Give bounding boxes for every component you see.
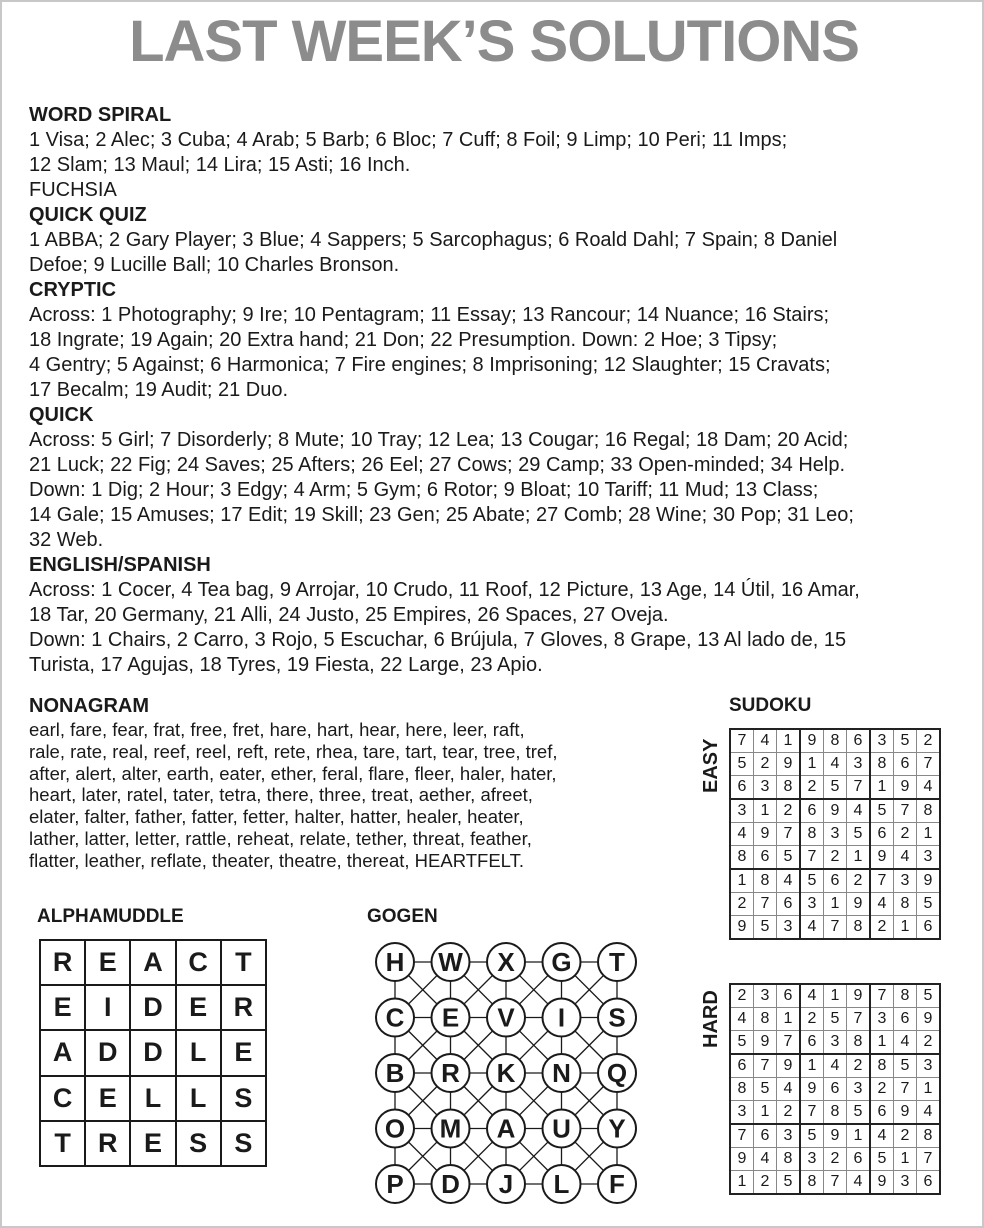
gogen-letter: W (438, 947, 463, 977)
sudoku-cell: 9 (917, 1008, 941, 1031)
sudoku-cell: 1 (754, 1101, 777, 1125)
sudoku-cell: 6 (894, 1008, 917, 1031)
gogen-letter: F (609, 1169, 625, 1199)
sudoku-cell: 1 (824, 984, 847, 1008)
sudoku-cell: 1 (847, 846, 871, 870)
sudoku-cell: 1 (917, 1078, 941, 1101)
sudoku-cell: 7 (870, 984, 894, 1008)
sudoku-cell: 5 (824, 776, 847, 800)
alphamuddle-cell: E (40, 985, 85, 1030)
gogen-letter: O (384, 1113, 406, 1144)
sudoku-cell: 8 (847, 1031, 871, 1055)
sudoku-cell: 8 (917, 799, 941, 823)
sudoku-cell: 8 (824, 729, 847, 753)
sudoku-cell: 3 (870, 729, 894, 753)
sudoku-cell: 8 (917, 1124, 941, 1148)
sudoku-cell: 7 (777, 823, 801, 846)
sudoku-cell: 6 (847, 729, 871, 753)
section-text-line: Defoe; 9 Lucille Ball; 10 Charles Bronson. (29, 254, 400, 276)
sudoku-row (730, 1171, 940, 1195)
alphamuddle-cell: A (130, 940, 175, 985)
sudoku-cell: 4 (894, 1031, 917, 1055)
sudoku-cell: 9 (894, 776, 917, 800)
section-text-line: 4 Gentry; 5 Against; 6 Harmonica; 7 Fire engines; 8 Imprisoning; 12 Slaughter; 15 Cravats; (29, 354, 831, 376)
section-text-line: 1 ABBA; 2 Gary Player; 3 Blue; 4 Sappers; 5 Sarcophagus; 6 Roald Dahl; 7 Spain; 8 Daniel (29, 229, 838, 251)
sudoku-cell: 5 (847, 823, 871, 846)
sudoku-cell: 4 (777, 1078, 801, 1101)
alphamuddle-cell: T (221, 940, 266, 985)
alphamuddle-cell: E (85, 940, 130, 985)
section-heading: ENGLISH/SPANISH (29, 554, 211, 576)
sudoku-cell: 3 (777, 916, 801, 940)
sudoku-cell: 1 (917, 823, 941, 846)
sudoku-cell: 3 (870, 1008, 894, 1031)
sudoku-cell: 2 (800, 1008, 824, 1031)
alphamuddle-cell: S (221, 1121, 266, 1166)
sudoku-cell: 2 (754, 753, 777, 776)
sudoku-cell: 6 (800, 1031, 824, 1055)
sudoku-cell: 2 (777, 1101, 801, 1125)
sudoku-cell: 9 (800, 729, 824, 753)
sudoku-cell: 6 (800, 799, 824, 823)
sudoku-cell: 7 (754, 893, 777, 916)
sudoku-cell: 5 (870, 799, 894, 823)
sudoku-cell: 1 (894, 916, 917, 940)
gogen-letter: L (553, 1169, 570, 1199)
sudoku-cell: 4 (847, 1171, 871, 1195)
sudoku-cell: 5 (824, 1008, 847, 1031)
sudoku-cell: 4 (824, 1054, 847, 1078)
section-text-line: 12 Slam; 13 Maul; 14 Lira; 15 Asti; 16 Inch. (29, 154, 411, 176)
alphamuddle-cell: R (40, 940, 85, 985)
sudoku-cell: 1 (730, 1171, 754, 1195)
sudoku-cell: 3 (824, 1031, 847, 1055)
sudoku-cell: 2 (917, 729, 941, 753)
alphamuddle-cell: D (130, 985, 175, 1030)
sudoku-cell: 9 (847, 893, 871, 916)
section-heading: CRYPTIC (29, 279, 117, 301)
sudoku-cell: 9 (777, 753, 801, 776)
alphamuddle-row (40, 985, 266, 1030)
sudoku-cell: 2 (754, 1171, 777, 1195)
sudoku-cell: 1 (800, 1054, 824, 1078)
alphamuddle-cell: R (221, 985, 266, 1030)
sudoku-cell: 3 (800, 893, 824, 916)
sudoku-cell: 8 (800, 823, 824, 846)
sudoku-cell: 3 (917, 1054, 941, 1078)
sudoku-row (730, 846, 940, 870)
gogen-letter: Q (606, 1058, 628, 1088)
alphamuddle-cell: E (85, 1076, 130, 1121)
sudoku-cell: 2 (824, 1148, 847, 1171)
gogen-letter: S (608, 1002, 626, 1033)
sudoku-cell: 6 (917, 916, 941, 940)
sudoku-cell: 7 (800, 846, 824, 870)
gogen-letter: H (385, 947, 405, 977)
sudoku-row (730, 916, 940, 940)
page-title: LAST WEEK’S SOLUTIONS (129, 9, 859, 74)
sudoku-cell: 3 (730, 1101, 754, 1125)
sudoku-cell: 8 (800, 1171, 824, 1195)
sudoku-row (730, 1148, 940, 1171)
gogen-letter: N (552, 1058, 571, 1088)
sudoku-cell: 9 (730, 916, 754, 940)
alphamuddle-cell: S (221, 1076, 266, 1121)
sudoku-cell: 6 (824, 1078, 847, 1101)
section-text-line: Across: 1 Cocer, 4 Tea bag, 9 Arrojar, 10 Crudo, 11 Roof, 12 Picture, 13 Age, 14 Útil, 16 Amar, (29, 579, 860, 601)
sudoku-cell: 8 (847, 916, 871, 940)
sudoku-cell: 7 (894, 799, 917, 823)
sudoku-cell: 3 (847, 753, 871, 776)
sudoku-row (730, 893, 940, 916)
sudoku-cell: 7 (847, 776, 871, 800)
sudoku-cell: 9 (730, 1148, 754, 1171)
nonagram-line: heart, later, ratel, tater, tetra, there, three, treat, aether, afreet, (29, 784, 533, 806)
sudoku-cell: 7 (847, 1008, 871, 1031)
alphamuddle-cell: E (221, 1030, 266, 1075)
sudoku-row (730, 984, 940, 1008)
sudoku-cell: 1 (870, 776, 894, 800)
sudoku-cell: 8 (730, 1078, 754, 1101)
sudoku-cell: 6 (847, 1148, 871, 1171)
gogen-letter: U (552, 1113, 571, 1144)
sudoku-cell: 1 (730, 869, 754, 893)
sudoku-cell: 5 (730, 753, 754, 776)
sudoku-cell: 4 (917, 776, 941, 800)
sudoku-cell: 7 (800, 1101, 824, 1125)
nonagram-section (29, 694, 669, 872)
sudoku-cell: 1 (754, 799, 777, 823)
sudoku-cell: 3 (894, 869, 917, 893)
sudoku-cell: 5 (800, 1124, 824, 1148)
sudoku-cell: 2 (894, 823, 917, 846)
sudoku-easy-label: EASY (700, 738, 722, 793)
sudoku-cell: 4 (754, 729, 777, 753)
gogen-letter: M (439, 1113, 462, 1144)
sudoku-cell: 2 (777, 799, 801, 823)
sudoku-cell: 7 (730, 729, 754, 753)
section-text-line: Across: 5 Girl; 7 Disorderly; 8 Mute; 10 Tray; 12 Lea; 13 Cougar; 16 Regal; 18 Dam; 20 Acid; (29, 429, 849, 451)
sudoku-cell: 7 (894, 1078, 917, 1101)
sudoku-cell: 7 (824, 916, 847, 940)
sudoku-cell: 4 (917, 1101, 941, 1125)
sudoku-cell: 7 (777, 1031, 801, 1055)
alphamuddle-cell: E (176, 985, 221, 1030)
nonagram-line: elater, falter, father, fatter, fetter, halter, hatter, healer, heater, (29, 806, 524, 828)
sudoku-cell: 5 (847, 1101, 871, 1125)
sudoku-easy-grid (729, 728, 941, 940)
gogen-letter: I (557, 1002, 566, 1033)
sudoku-cell: 4 (800, 984, 824, 1008)
sudoku-cell: 1 (800, 753, 824, 776)
sudoku-row (730, 1008, 940, 1031)
solutions-list (29, 103, 974, 678)
alphamuddle-cell: R (85, 1121, 130, 1166)
sudoku-cell: 9 (917, 869, 941, 893)
sudoku-cell: 8 (894, 893, 917, 916)
gogen-letter: X (497, 947, 515, 977)
gogen-letter: V (497, 1002, 515, 1033)
nonagram-heading: NONAGRAM (29, 695, 149, 717)
sudoku-cell: 2 (870, 1078, 894, 1101)
sudoku-cell: 5 (894, 1054, 917, 1078)
alphamuddle-row (40, 1121, 266, 1166)
sudoku-cell: 4 (870, 893, 894, 916)
section-heading: QUICK (29, 404, 94, 426)
sudoku-cell: 2 (870, 916, 894, 940)
sudoku-cell: 8 (777, 776, 801, 800)
alphamuddle-cell: C (40, 1076, 85, 1121)
sudoku-cell: 5 (917, 984, 941, 1008)
sudoku-cell: 5 (800, 869, 824, 893)
section-heading: WORD SPIRAL (29, 104, 172, 126)
sudoku-cell: 7 (754, 1054, 777, 1078)
sudoku-cell: 4 (894, 846, 917, 870)
sudoku-cell: 9 (824, 1124, 847, 1148)
alphamuddle-grid (39, 939, 267, 1167)
section-text-line: 1 Visa; 2 Alec; 3 Cuba; 4 Arab; 5 Barb; 6 Bloc; 7 Cuff; 8 Foil; 9 Limp; 10 Peri; 11 Imps; (29, 129, 788, 151)
alphamuddle-cell: A (40, 1030, 85, 1075)
sudoku-cell: 9 (800, 1078, 824, 1101)
nonagram-words (29, 719, 669, 872)
gogen-letter: K (496, 1058, 516, 1088)
sudoku-cell: 1 (894, 1148, 917, 1171)
sudoku-cell: 3 (777, 1124, 801, 1148)
sudoku-cell: 2 (917, 1031, 941, 1055)
alphamuddle-cell: E (130, 1121, 175, 1166)
sudoku-cell: 9 (754, 1031, 777, 1055)
sudoku-cell: 5 (730, 1031, 754, 1055)
sudoku-cell: 5 (870, 1148, 894, 1171)
sudoku-row (730, 776, 940, 800)
sudoku-cell: 5 (754, 916, 777, 940)
section-text-line: 18 Ingrate; 19 Again; 20 Extra hand; 21 Don; 22 Presumption. Down: 2 Hoe; 3 Tipsy; (29, 329, 778, 351)
sudoku-cell: 7 (917, 753, 941, 776)
alphamuddle-cell: L (176, 1030, 221, 1075)
section-text-line: Down: 1 Chairs, 2 Carro, 3 Rojo, 5 Escuchar, 6 Brújula, 7 Gloves, 8 Grape, 13 Al lado de, 15 (29, 629, 847, 651)
sudoku-cell: 3 (754, 984, 777, 1008)
sudoku-cell: 8 (870, 753, 894, 776)
sudoku-cell: 8 (870, 1054, 894, 1078)
nonagram-line: after, alert, alter, earth, eater, ether, feral, flare, fleer, haler, hater, (29, 762, 557, 784)
sudoku-cell: 3 (917, 846, 941, 870)
gogen-letter: R (441, 1058, 460, 1088)
sudoku-row (730, 1078, 940, 1101)
sudoku-row (730, 729, 940, 753)
gogen-heading: GOGEN (367, 906, 438, 927)
nonagram-line: rale, rate, real, reef, reel, reft, rete, rhea, tare, tart, tear, tree, tref, (29, 740, 558, 762)
sudoku-cell: 2 (730, 984, 754, 1008)
alphamuddle-cell: C (176, 940, 221, 985)
sudoku-cell: 4 (754, 1148, 777, 1171)
sudoku-cell: 8 (754, 869, 777, 893)
sudoku-cell: 5 (917, 893, 941, 916)
sudoku-cell: 6 (730, 776, 754, 800)
gogen-letter: P (386, 1169, 404, 1199)
sudoku-cell: 7 (730, 1124, 754, 1148)
sudoku-cell: 6 (824, 869, 847, 893)
sudoku-cell: 9 (777, 1054, 801, 1078)
sudoku-cell: 9 (824, 799, 847, 823)
sudoku-cell: 1 (777, 1008, 801, 1031)
nonagram-line: flatter, leather, reflate, theater, theatre, thereat, HEARTFELT. (29, 849, 524, 871)
sudoku-cell: 3 (847, 1078, 871, 1101)
sudoku-cell: 6 (754, 1124, 777, 1148)
sudoku-cell: 7 (870, 869, 894, 893)
section-text-line: 17 Becalm; 19 Audit; 21 Duo. (29, 379, 289, 401)
sudoku-cell: 1 (824, 893, 847, 916)
alphamuddle-heading: ALPHAMUDDLE (37, 906, 184, 927)
sudoku-cell: 3 (800, 1148, 824, 1171)
sudoku-cell: 8 (777, 1148, 801, 1171)
gogen-letter: T (609, 947, 625, 977)
sudoku-row (730, 1101, 940, 1125)
sudoku-heading: SUDOKU (729, 695, 812, 716)
gogen-letter: Y (608, 1113, 626, 1144)
sudoku-cell: 4 (730, 823, 754, 846)
sudoku-cell: 4 (777, 869, 801, 893)
sudoku-cell: 6 (777, 893, 801, 916)
sudoku-cell: 9 (754, 823, 777, 846)
sudoku-cell: 4 (824, 753, 847, 776)
nonagram-line: earl, fare, fear, frat, free, fret, hare, hart, hear, here, leer, raft, (29, 719, 525, 740)
alphamuddle-cell: L (176, 1076, 221, 1121)
sudoku-hard-label: HARD (700, 990, 722, 1048)
sudoku-cell: 4 (800, 916, 824, 940)
section-text-line: Across: 1 Photography; 9 Ire; 10 Pentagram; 11 Essay; 13 Rancour; 14 Nuance; 16 Stairs; (29, 304, 830, 326)
sudoku-cell: 2 (824, 846, 847, 870)
sudoku-cell: 2 (894, 1124, 917, 1148)
gogen-grid (368, 935, 648, 1220)
sudoku-cell: 6 (917, 1171, 941, 1195)
sudoku-row (730, 1124, 940, 1148)
sudoku-cell: 5 (894, 729, 917, 753)
section-text-line: 32 Web. (29, 529, 104, 551)
sudoku-cell: 2 (847, 869, 871, 893)
sudoku-cell: 8 (730, 846, 754, 870)
sudoku-cell: 8 (824, 1101, 847, 1125)
sudoku-cell: 4 (870, 1124, 894, 1148)
sudoku-cell: 9 (894, 1101, 917, 1125)
section-heading: QUICK QUIZ (29, 204, 147, 226)
sudoku-cell: 2 (800, 776, 824, 800)
sudoku-cell: 1 (847, 1124, 871, 1148)
gogen-letter: B (385, 1058, 405, 1088)
sudoku-cell: 5 (754, 1078, 777, 1101)
alphamuddle-cell: D (85, 1030, 130, 1075)
sudoku-hard-grid (729, 983, 941, 1195)
sudoku-cell: 8 (894, 984, 917, 1008)
sudoku-cell: 3 (754, 776, 777, 800)
gogen-letter: A (496, 1113, 516, 1144)
section-text-line: 14 Gale; 15 Amuses; 17 Edit; 19 Skill; 23 Gen; 25 Abate; 27 Comb; 28 Wine; 30 Pop; 31 Leo; (29, 504, 854, 526)
gogen-letter: C (385, 1002, 405, 1033)
sudoku-row (730, 1031, 940, 1055)
sudoku-cell: 7 (824, 1171, 847, 1195)
alphamuddle-cell: S (176, 1121, 221, 1166)
alphamuddle-row (40, 1076, 266, 1121)
sudoku-cell: 4 (847, 799, 871, 823)
gogen-letter: J (498, 1169, 514, 1199)
nonagram-line: lather, latter, letter, rattle, reheat, relate, tether, threat, feather, (29, 827, 532, 849)
section-text-line: FUCHSIA (29, 179, 117, 201)
sudoku-cell: 3 (894, 1171, 917, 1195)
sudoku-cell: 1 (870, 1031, 894, 1055)
gogen-letter: E (441, 1002, 460, 1033)
sudoku-cell: 2 (730, 893, 754, 916)
alphamuddle-cell: T (40, 1121, 85, 1166)
alphamuddle-row (40, 1030, 266, 1075)
sudoku-cell: 8 (754, 1008, 777, 1031)
sudoku-cell: 7 (917, 1148, 941, 1171)
sudoku-cell: 6 (777, 984, 801, 1008)
sudoku-row (730, 823, 940, 846)
sudoku-cell: 6 (730, 1054, 754, 1078)
section-text-line: Turista, 17 Agujas, 18 Tyres, 19 Fiesta, 22 Large, 23 Apio. (29, 654, 543, 676)
alphamuddle-cell: I (85, 985, 130, 1030)
sudoku-cell: 4 (730, 1008, 754, 1031)
sudoku-cell: 5 (777, 846, 801, 870)
section-text-line: 18 Tar, 20 Germany, 21 Alli, 24 Justo, 25 Empires, 26 Spaces, 27 Oveja. (29, 604, 669, 626)
section-text-line: Down: 1 Dig; 2 Hour; 3 Edgy; 4 Arm; 5 Gym; 6 Rotor; 9 Bloat; 10 Tariff; 11 Mud; 13 Class; (29, 479, 819, 501)
sudoku-cell: 6 (894, 753, 917, 776)
sudoku-cell: 9 (870, 846, 894, 870)
gogen-letter: D (441, 1169, 460, 1199)
sudoku-cell: 9 (870, 1171, 894, 1195)
sudoku-row (730, 1054, 940, 1078)
alphamuddle-cell: D (130, 1030, 175, 1075)
section-text-line: 21 Luck; 22 Fig; 24 Saves; 25 Afters; 26 Eel; 27 Cows; 29 Camp; 33 Open-minded; 34 Help. (29, 454, 846, 476)
sudoku-cell: 6 (754, 846, 777, 870)
sudoku-cell: 5 (777, 1171, 801, 1195)
sudoku-cell: 2 (847, 1054, 871, 1078)
sudoku-cell: 6 (870, 823, 894, 846)
sudoku-cell: 3 (730, 799, 754, 823)
alphamuddle-row (40, 940, 266, 985)
sudoku-cell: 1 (777, 729, 801, 753)
sudoku-cell: 9 (847, 984, 871, 1008)
alphamuddle-cell: L (130, 1076, 175, 1121)
sudoku-row (730, 799, 940, 823)
sudoku-row (730, 869, 940, 893)
sudoku-cell: 3 (824, 823, 847, 846)
gogen-letter: G (551, 947, 572, 977)
sudoku-cell: 6 (870, 1101, 894, 1125)
sudoku-row (730, 753, 940, 776)
